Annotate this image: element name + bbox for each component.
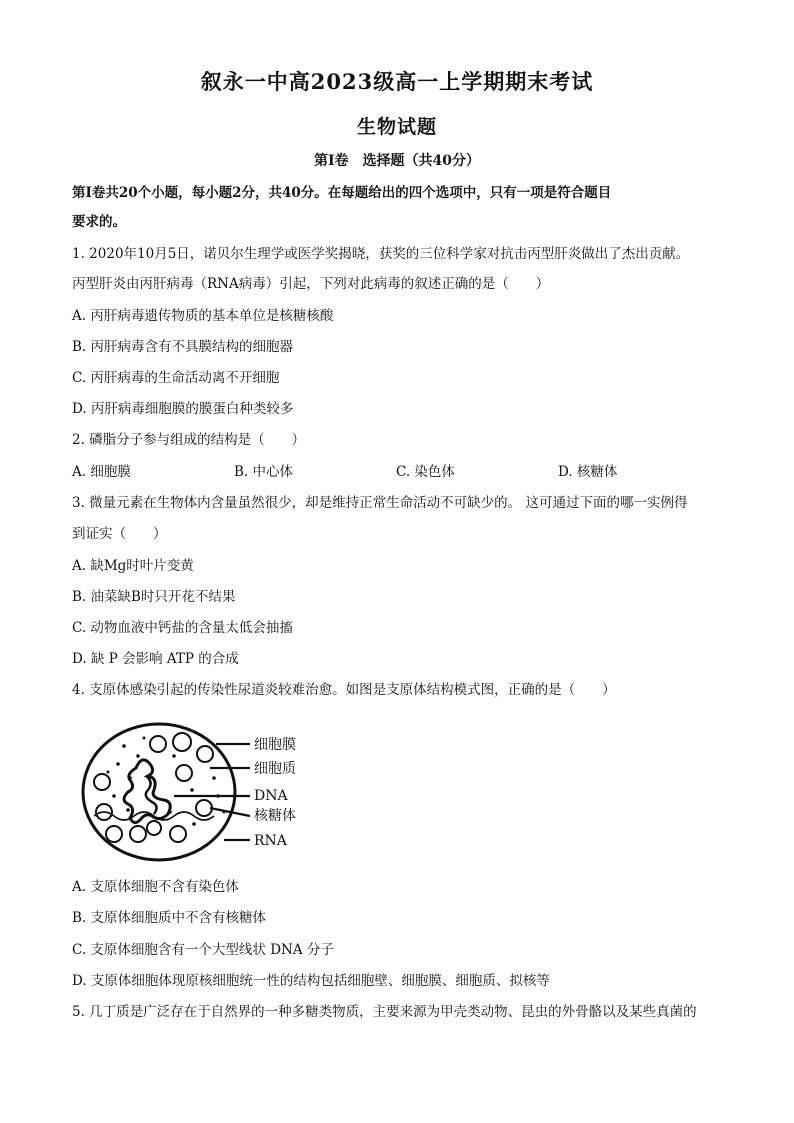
label-cell-membrane: 细胞膜 bbox=[254, 737, 296, 753]
subject-title: 生物试题 bbox=[356, 116, 437, 138]
instructions-line-2: 要求的。 bbox=[72, 214, 126, 230]
cell-membrane-outline bbox=[83, 724, 235, 860]
q3-stem-line-2: 到证实（ ） bbox=[72, 526, 167, 542]
q3-option-a: A. 缺Mg时叶片变黄 bbox=[72, 558, 194, 574]
q1-option-a: A. 丙肝病毒遗传物质的基本单位是核糖核酸 bbox=[72, 308, 334, 324]
q3-option-b: B. 油菜缺B时只开花不结果 bbox=[72, 589, 236, 605]
q1-option-b: B. 丙肝病毒含有不具膜结构的细胞器 bbox=[72, 339, 294, 355]
q4-option-a: A. 支原体细胞不含有染色体 bbox=[72, 879, 239, 895]
mycoplasma-diagram bbox=[74, 716, 334, 868]
q4-option-d: D. 支原体细胞体现原核细胞统一性的结构包括细胞壁、细胞膜、细胞质、拟核等 bbox=[72, 973, 550, 989]
q3-option-c: C. 动物血液中钙盐的含量太低会抽搐 bbox=[72, 620, 293, 636]
q3-option-d: D. 缺 P 会影响 ATP 的合成 bbox=[72, 651, 239, 667]
q1-stem-line-1: 1. 2020年10月5日，诺贝尔生理学或医学奖揭晓，获奖的三位科学家对抗击丙型肝炎做出了杰出贡献。 bbox=[72, 246, 690, 262]
q2-option-a: A. 细胞膜 bbox=[72, 464, 131, 480]
section-heading: 第Ⅰ卷 选择题（共40分） bbox=[313, 153, 481, 169]
q3-stem-line-1: 3. 微量元素在生物体内含量虽然很少，却是维持正常生命活动不可缺少的。 这可通过下面的哪一实例得 bbox=[72, 495, 688, 511]
exam-title: 叙永一中高2023级高一上学期期末考试 bbox=[200, 69, 594, 94]
q2-option-b: B. 中心体 bbox=[234, 464, 294, 480]
q2-option-d: D. 核糖体 bbox=[558, 464, 618, 480]
q4-stem: 4. 支原体感染引起的传染性尿道炎较难治愈。如图是支原体结构模式图，正确的是（ ） bbox=[72, 682, 616, 698]
instructions-line-1: 第Ⅰ卷共20个小题，每小题2分，共40分。在每题给出的四个选项中，只有一项是符合题目 bbox=[72, 185, 612, 201]
cytoplasm-dots bbox=[107, 737, 226, 826]
label-rna: RNA bbox=[254, 833, 287, 849]
label-cytoplasm: 细胞质 bbox=[254, 761, 296, 777]
q5-stem-line-1: 5. 几丁质是广泛存在于自然界的一种多糖类物质，主要来源为甲壳类动物、昆虫的外骨骼以及某些真菌的 bbox=[72, 1004, 697, 1020]
label-dna: DNA bbox=[254, 788, 288, 804]
q2-stem: 2. 磷脂分子参与组成的结构是（ ） bbox=[72, 432, 306, 448]
q2-option-c: C. 染色体 bbox=[396, 464, 455, 480]
q1-option-d: D. 丙肝病毒细胞膜的膜蛋白种类较多 bbox=[72, 401, 294, 417]
q4-option-c: C. 支原体细胞含有一个大型线状 DNA 分子 bbox=[72, 942, 334, 958]
q1-option-c: C. 丙肝病毒的生命活动离不开细胞 bbox=[72, 370, 280, 386]
q4-option-b: B. 支原体细胞质中不含有核糖体 bbox=[72, 910, 267, 926]
label-ribosome: 核糖体 bbox=[254, 808, 296, 824]
q1-stem-line-2: 丙型肝炎由丙肝病毒（RNA病毒）引起，下列对此病毒的叙述正确的是（ ） bbox=[72, 276, 550, 292]
